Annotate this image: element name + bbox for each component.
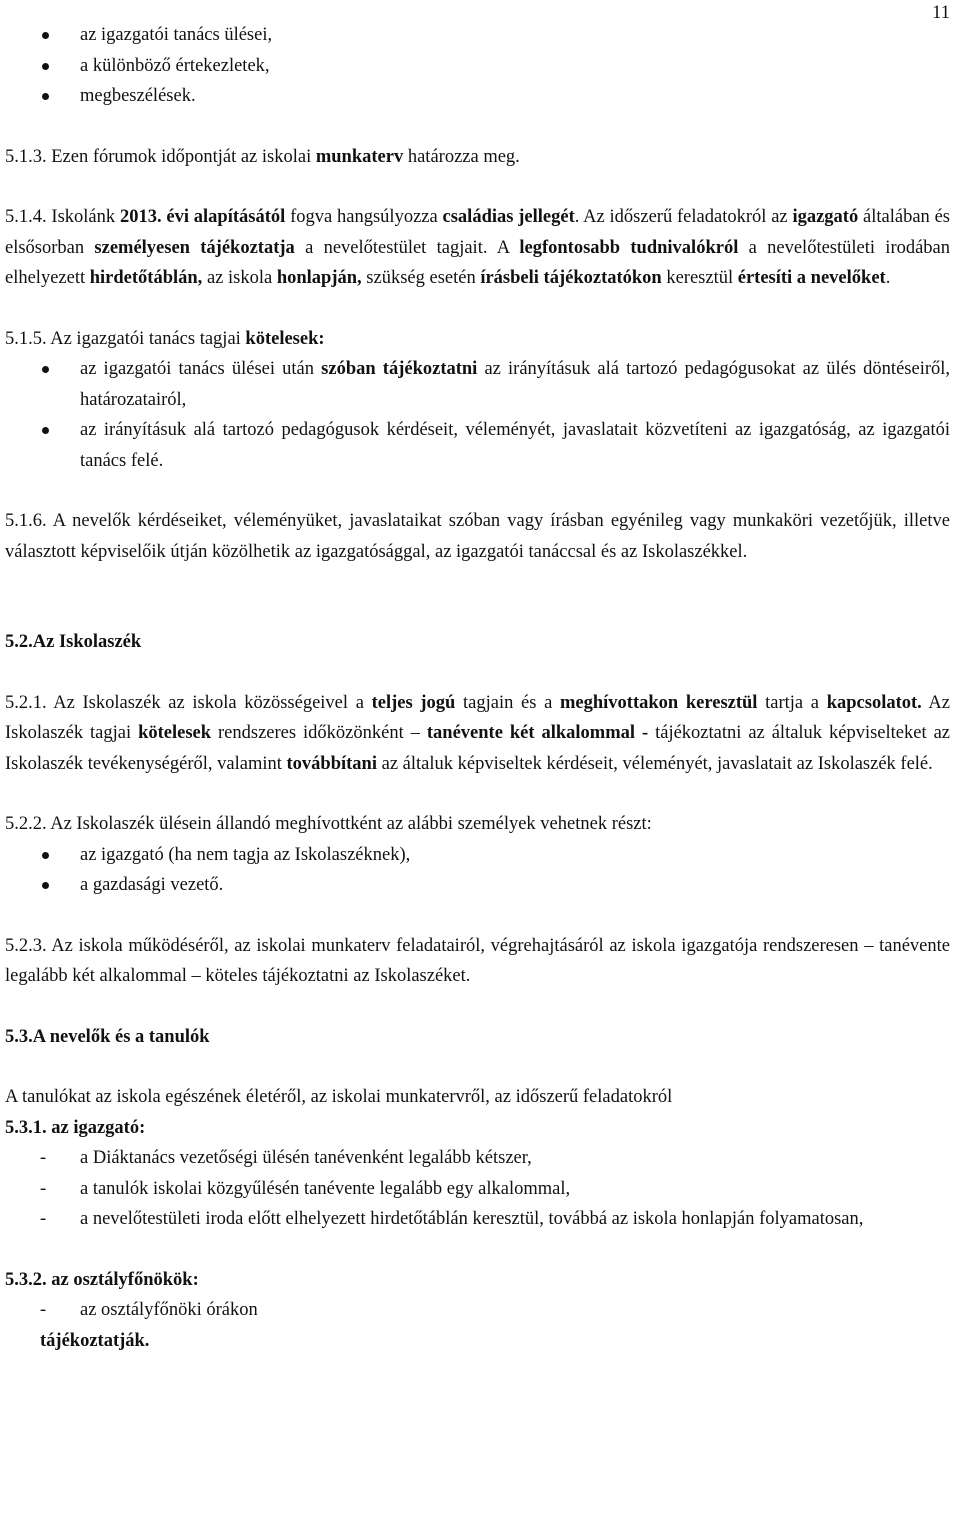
list-item: - az osztályfőnöki órákon (5, 1295, 950, 1326)
list-item: az igazgatói tanács ülései után szóban tájékoztatni az irányításuk alá tartozó pedagógusokat az ülés döntéseiről, határozatairól, (5, 354, 950, 415)
list-item: - a tanulók iskolai közgyűlésén tanévente legalább egy alkalommal, (5, 1174, 950, 1205)
intro-bullet-list (5, 20, 950, 112)
duties-bullet-list (5, 354, 950, 476)
principal-dash-list (5, 1143, 950, 1235)
paragraph-5-1-6: 5.1.6. A nevelők kérdéseiket, véleményüket, javaslataikat szóban vagy írásban egyénileg vagy munkaköri vezetőjük, illetve választott képviselőik útján közölhetik az igazgatósággal, az igazgatói tanáccsal és az Iskolaszékkel. (5, 511, 950, 562)
list-item: a gazdasági vezető. (5, 870, 950, 901)
list-item: az irányításuk alá tartozó pedagógusok kérdéseit, véleményét, javaslatait közvetíteni az igazgatóság, az igazgatói tanács felé. (5, 415, 950, 476)
paragraph-5-2-1: 5.2.1. Az Iskolaszék az iskola közösségeivel a teljes jogú tagjain és a meghívottakon keresztül tartja a kapcsolatot. Az Iskolaszék tagjai kötelesek rendszeres időközönként – tanévente két alkalommal - tájékoztatni az általuk képviselteket az Iskolaszék tevékenységéről, valamint továbbítani az általuk képviseltek kérdéseit, véleményét, javaslatait az Iskolaszék felé. (5, 692, 951, 774)
paragraph-5-3-intro: A tanulókat az iskola egészének életéről, az iskolai munkatervről, az időszerű feladatokról (5, 1087, 673, 1107)
list-item: - a nevelőtestületi iroda előtt elhelyezett hirdetőtáblán keresztül, továbbá az iskola honlapján folyamatosan, (5, 1204, 950, 1235)
subheading-5-3-1: 5.3.1. az igazgató: (5, 1117, 146, 1138)
paragraph-5-2-3: 5.2.3. Az iskola működéséről, az iskolai munkaterv feladatairól, végrehajtásáról az iskola igazgatója rendszeresen – tanévente legalább két alkalommal – köteles tájékoztatni az Iskolaszéket. (5, 935, 950, 986)
closing-word: tájékoztatják. (40, 1330, 150, 1351)
list-item: az igazgató (ha nem tagja az Iskolaszéknek), (5, 840, 950, 871)
form-teachers-dash-list (5, 1295, 950, 1326)
invitees-bullet-list (5, 840, 950, 901)
list-item: az igazgatói tanács ülései, (5, 20, 950, 51)
paragraph-5-1-4: 5.1.4. Iskolánk 2013. évi alapításától fogva hangsúlyozza családias jellegét. Az időszerű feladatokról az igazgató általában és elsősorban személyesen tájékoztatja a nevelőtestület tagjait. A legfontosabb tudnivalókról a nevelőtestületi irodában elhelyezett hirdetőtáblán, az iskola honlapján, szükség esetén írásbeli tájékoztatókon keresztül értesíti a nevelőket. (5, 207, 951, 288)
page-number: 11 (932, 3, 950, 23)
paragraph-5-1-3: 5.1.3. Ezen fórumok időpontját az iskolai munkaterv határozza meg. (5, 146, 520, 167)
list-item: megbeszélések. (5, 81, 950, 112)
paragraph-5-1-5: 5.1.5. Az igazgatói tanács tagjai kötelesek: (5, 328, 325, 349)
subheading-5-3-2: 5.3.2. az osztályfőnökök: (5, 1269, 199, 1290)
list-item: a különböző értekezletek, (5, 51, 950, 82)
paragraph-5-2-2: 5.2.2. Az Iskolaszék ülésein állandó meghívottként az alábbi személyek vehetnek részt: (5, 814, 652, 834)
section-heading-5-3: 5.3.A nevelők és a tanulók (5, 1026, 210, 1047)
list-item: - a Diáktanács vezetőségi ülésén tanévenként legalább kétszer, (5, 1143, 950, 1174)
section-heading-5-2: 5.2.Az Iskolaszék (5, 632, 142, 652)
